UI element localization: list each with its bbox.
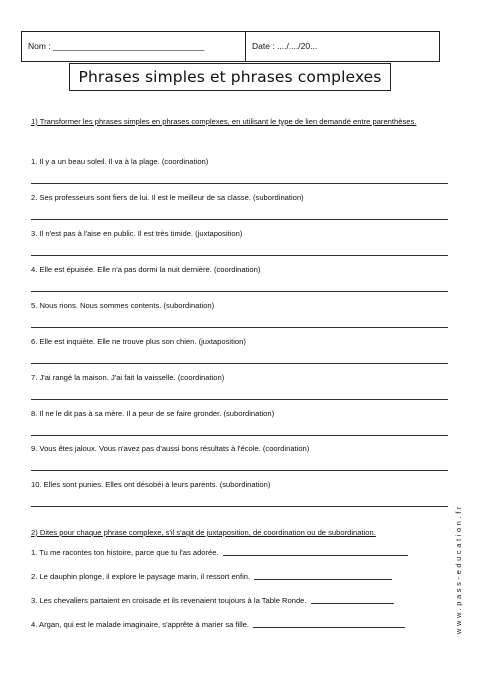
exercise-item-text: 4. Argan, qui est le malade imaginaire, s'apprête à marier sa fille. <box>31 620 249 629</box>
answer-line[interactable] <box>223 555 408 556</box>
name-field: Nom : ________________________________ <box>22 32 246 61</box>
answer-line[interactable] <box>31 399 448 400</box>
answer-line[interactable] <box>254 579 392 580</box>
site-watermark: www.pass-education.fr <box>454 504 463 635</box>
exercise-item: 3. Il n'est pas à l'aise en public. Il est très timide. (juxtaposition) <box>31 229 243 238</box>
answer-line[interactable] <box>31 291 448 292</box>
exercise-item: 6. Elle est inquiète. Elle ne trouve plus son chien. (juxtaposition) <box>31 337 246 346</box>
title-box <box>69 63 391 91</box>
exercise-item: 5. Nous rions. Nous sommes contents. (subordination) <box>31 301 215 310</box>
page-title: Phrases simples et phrases complexes <box>78 68 382 86</box>
answer-line[interactable] <box>31 363 448 364</box>
exercise-item: 7. J'ai rangé la maison. J'ai fait la vaisselle. (coordination) <box>31 373 225 382</box>
answer-line[interactable] <box>31 506 448 507</box>
exercise-item: 9. Vous êtes jaloux. Vous n'avez pas d'aussi bons résultats à l'école. (coordination) <box>31 444 310 453</box>
exercise-item-text: 2. Le dauphin plonge, il explore le paysage marin, il ressort enfin. <box>31 572 251 581</box>
section2-instruction: 2) Dites pour chaque phrase complexe, s'il s'agit de juxtaposition, de coordination ou de subordination. <box>31 528 376 537</box>
answer-line[interactable] <box>31 255 448 256</box>
exercise-item-text: 3. Les chevaliers partaient en croisade et ils revenaient toujours à la Table Ronde. <box>31 596 307 605</box>
answer-line[interactable] <box>253 627 405 628</box>
exercise-item-text: 1. Tu me racontes ton histoire, parce que tu l'as adorée. <box>31 548 219 557</box>
answer-line[interactable] <box>31 183 448 184</box>
header-box <box>21 31 440 62</box>
section1-instruction: 1) Transformer les phrases simples en phrases complexes, en utilisant le type de lien demandé entre parenthèses. <box>31 117 417 126</box>
exercise-item <box>31 596 394 606</box>
answer-line[interactable] <box>31 470 448 471</box>
exercise-item: 10. Elles sont punies. Elles ont désobéi à leurs parents. (subordination) <box>31 480 271 489</box>
answer-line[interactable] <box>31 327 448 328</box>
exercise-item <box>31 620 405 630</box>
exercise-item: 1. Il y a un beau soleil. Il va à la plage. (coordination) <box>31 157 209 166</box>
answer-line[interactable] <box>311 603 394 604</box>
exercise-item: 8. Il ne le dit pas à sa mère. Il a peur de se faire gronder. (subordination) <box>31 409 275 418</box>
answer-line[interactable] <box>31 435 448 436</box>
exercise-item <box>31 572 392 582</box>
exercise-item: 2. Ses professeurs sont fiers de lui. Il est le meilleur de sa classe. (subordination) <box>31 193 304 202</box>
date-field: Date : ..../..../20... <box>252 41 318 51</box>
exercise-item <box>31 548 408 558</box>
answer-line[interactable] <box>31 219 448 220</box>
exercise-item: 4. Elle est épuisée. Elle n'a pas dormi la nuit dernière. (coordination) <box>31 265 261 274</box>
